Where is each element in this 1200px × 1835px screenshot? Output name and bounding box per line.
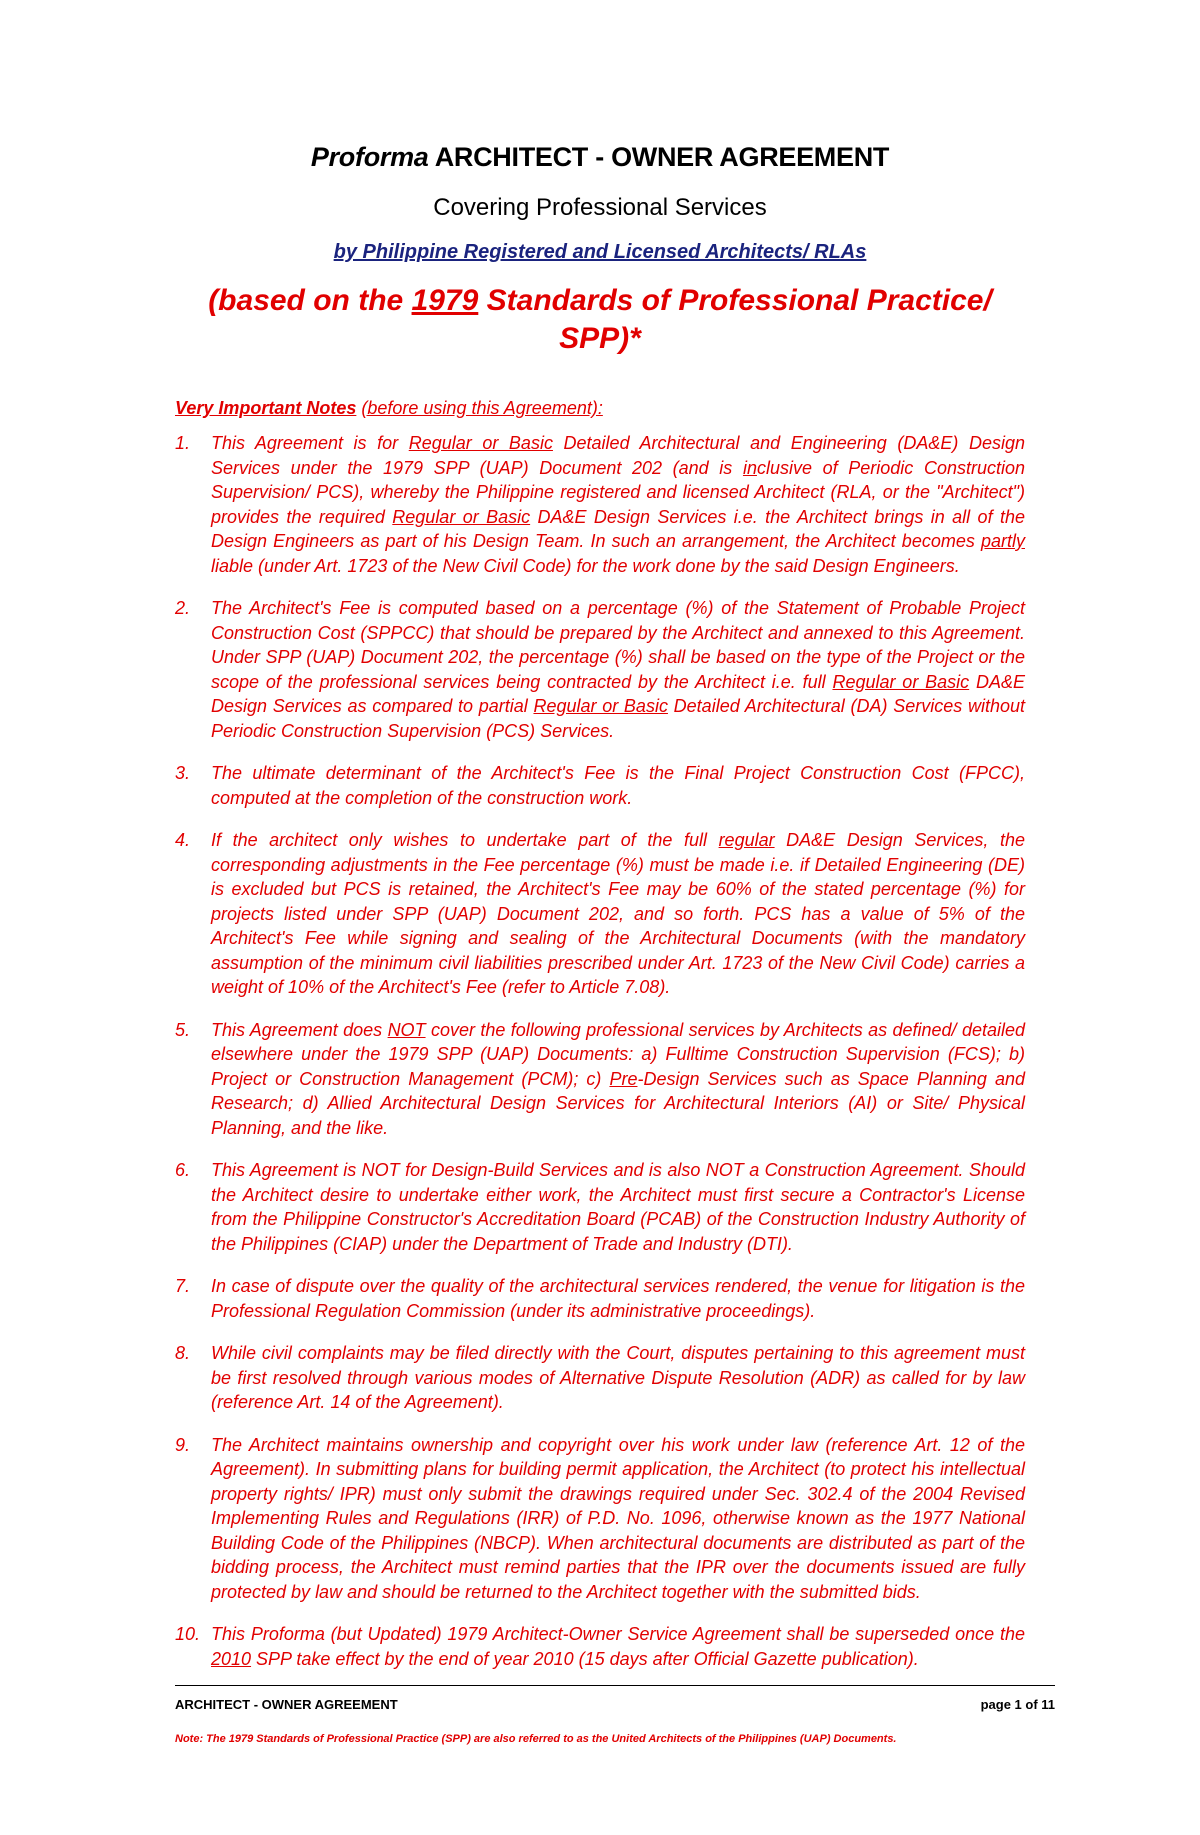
notes-heading-bold: Very Important Notes xyxy=(175,398,357,418)
note-item xyxy=(175,1158,1025,1256)
basis-line2: SPP)* xyxy=(559,322,641,355)
note-item xyxy=(175,431,1025,578)
note-text xyxy=(211,830,1025,997)
note-item xyxy=(175,1341,1025,1415)
note-text-run: This Agreement is NOT for Design-Build Services and is also NOT a Construction Agreement. Should the Architect desire to undertake either work, the Architect must first secure a Contractor's License from the Philippine Constructor's Accreditation Board (PCAB) of the Construction Industry Authority of the Philippines (CIAP) under the Department of Trade and Industry (DTI). xyxy=(211,1160,1025,1254)
note-text-run: The Architect maintains ownership and copyright over his work under law (reference Art. 12 of the Agreement). In submitting plans for building permit application, the Architect (to protect his intellectual property rights/ IPR) must only submit the drawings required under Sec. 302.4 of the 2004 Revised Implementing Rules and Regulations (IRR) of P.D. No. 1096, otherwise known as the 1977 National Building Code of the Philippines (NBCP). When architectural documents are distributed as part of the bidding process, the Architect must remind parties that the IPR over the documents issued are fully protected by law and should be returned to the Architect together with the submitted bids. xyxy=(211,1434,1025,1602)
note-text xyxy=(211,763,1025,808)
document-title xyxy=(0,142,1200,173)
note-text xyxy=(211,598,1025,741)
note-text xyxy=(211,1343,1025,1412)
note-item xyxy=(175,1433,1025,1605)
document-byline: by Philippine Registered and Licensed Architects/ RLAs xyxy=(333,241,867,263)
note-text xyxy=(211,1276,1025,1321)
note-number: 7. xyxy=(175,1276,191,1296)
note-text-run: cover the following professional services by Architects as defined/ detailed elsewhere under the 1979 SPP (UAP) Documents: a) Fulltime Construction Supervision (FCS); b) Project or Construction Management (PCM); c) xyxy=(211,1019,1025,1089)
note-underlined-text: partly xyxy=(980,531,1025,551)
note-underlined-text: regular xyxy=(718,830,775,850)
note-text-run: DA&E Design Services as compared to partial xyxy=(211,671,1025,716)
note-text-run: Detailed Architectural and Engineering (DA&E) Design Services under the 1979 SPP (UAP) Document 202 (and is xyxy=(211,433,1025,478)
note-text xyxy=(211,1624,1025,1669)
note-text-run: The ultimate determinant of the Architect's Fee is the Final Project Construction Cost (FPCC), computed at the completion of the construction work. xyxy=(211,763,1025,808)
note-text-run: SPP take effect by the end of year 2010 (15 days after Official Gazette publication). xyxy=(251,1648,919,1669)
note-underlined-text: Regular or Basic xyxy=(533,696,668,716)
note-number: 6. xyxy=(175,1160,191,1180)
note-text-run: liable (under Art. 1723 of the New Civil Code) for the work done by the said Design Engineers. xyxy=(211,555,960,576)
note-text xyxy=(211,1020,1025,1138)
document-subtitle: Covering Professional Services xyxy=(433,194,767,221)
note-text-run: In case of dispute over the quality of the architectural services rendered, the venue for litigation is the Professional Regulation Commission (under its administrative proceedings). xyxy=(211,1276,1025,1321)
document-basis xyxy=(0,282,1200,358)
title-proforma: Proforma xyxy=(310,142,429,172)
note-text-run: If the architect only wishes to undertake part of the full xyxy=(211,830,719,850)
note-number: 3. xyxy=(175,763,191,783)
note-number: 10. xyxy=(175,1624,201,1644)
basis-post: Standards of Professional Practice/ xyxy=(478,284,992,317)
notes-list xyxy=(175,431,1025,1671)
note-underlined-text: Regular or Basic xyxy=(392,506,531,527)
note-underlined-text: 2010 xyxy=(211,1648,252,1669)
note-number: 1. xyxy=(175,433,191,453)
note-text-run: This Agreement does xyxy=(211,1019,388,1040)
note-number: 9. xyxy=(175,1434,191,1455)
note-item xyxy=(175,596,1025,743)
note-item xyxy=(175,828,1025,1000)
note-text-run: While civil complaints may be filed directly with the Court, disputes pertaining to this agreement must be first resolved through various modes of Alternative Dispute Resolution (ADR) as called for by law (reference Art. 14 of the Agreement). xyxy=(211,1343,1025,1412)
note-text-run: clusive of Periodic Construction Supervision/ PCS), whereby the Philippine registered and licensed Architect (RLA, or the "Architect") provides the required xyxy=(211,457,1025,527)
note-item xyxy=(175,1018,1025,1141)
note-text xyxy=(211,1160,1025,1254)
basis-pre: (based on the xyxy=(208,284,412,317)
note-item xyxy=(175,761,1025,810)
note-underlined-text: Regular or Basic xyxy=(408,433,553,453)
note-item xyxy=(175,1274,1025,1323)
note-number: 8. xyxy=(175,1343,191,1363)
note-text-run: The Architect's Fee is computed based on a percentage (%) of the Statement of Probable Project Construction Cost (SPPCC) that should be prepared by the Architect and annexed to this Agreement. Under SPP (UAP) Document 202, the percentage (%) shall be based on the type of the Project or the scope of the professional services being contracted by the Architect i.e. full xyxy=(211,598,1025,692)
title-main: ARCHITECT - OWNER AGREEMENT xyxy=(428,142,890,172)
basis-year: 1979 xyxy=(411,284,479,317)
note-number: 4. xyxy=(175,830,191,850)
note-text-run: DA&E Design Services, the corresponding adjustments in the Fee percentage (%) must be made i.e. if Detailed Engineering (DE) is excluded but PCS is retained, the Architect's Fee may be 60% of the stated percentage (%) for projects listed under SPP (UAP) Document 202, and so forth. PCS has a value of 5% of the Architect's Fee while signing and sealing of the Architectural Documents (with the mandatory assumption of the minimum civil liabilities prescribed under Art. 1723 of the New Civil Code) carries a weight of 10% of the Architect's Fee (refer to Article 7.08). xyxy=(211,830,1025,997)
note-text-run: DA&E Design Services i.e. the Architect brings in all of the Design Engineers as part of his Design Team. In such an arrangement, the Architect becomes xyxy=(211,506,1025,551)
note-underlined-text: Regular or Basic xyxy=(832,671,970,692)
note-text-run: -Design Services such as Space Planning and Research; d) Allied Architectural Design Services for Architectural Interiors (AI) or Site/ Physical Planning, and the like. xyxy=(211,1068,1025,1138)
note-underlined-text: Pre xyxy=(609,1068,638,1089)
note-item xyxy=(175,1622,1025,1671)
footer-title: ARCHITECT - OWNER AGREEMENT xyxy=(175,1697,398,1712)
note-number: 5. xyxy=(175,1019,191,1040)
footer-note: Note: The 1979 Standards of Professional Practice (SPP) are also referred to as the United Architects of the Philippines (UAP) Documents. xyxy=(175,1733,897,1745)
footer-divider xyxy=(175,1685,1055,1686)
note-text-run: This Proforma (but Updated) 1979 Architect-Owner Service Agreement shall be superseded once the xyxy=(211,1624,1025,1644)
note-text-run: This Agreement is for xyxy=(211,433,409,453)
note-text xyxy=(211,433,1025,576)
note-number: 2. xyxy=(175,598,191,618)
notes-heading xyxy=(175,398,603,419)
note-text xyxy=(211,1435,1025,1602)
footer-page-number: page 1 of 11 xyxy=(980,1697,1055,1712)
note-text-run: Detailed Architectural (DA) Services without Periodic Construction Supervision (PCS) Services. xyxy=(211,696,1025,741)
note-underlined-text: in xyxy=(742,457,757,478)
note-underlined-text: NOT xyxy=(387,1019,426,1040)
notes-heading-rest: (before using this Agreement): xyxy=(361,398,603,418)
